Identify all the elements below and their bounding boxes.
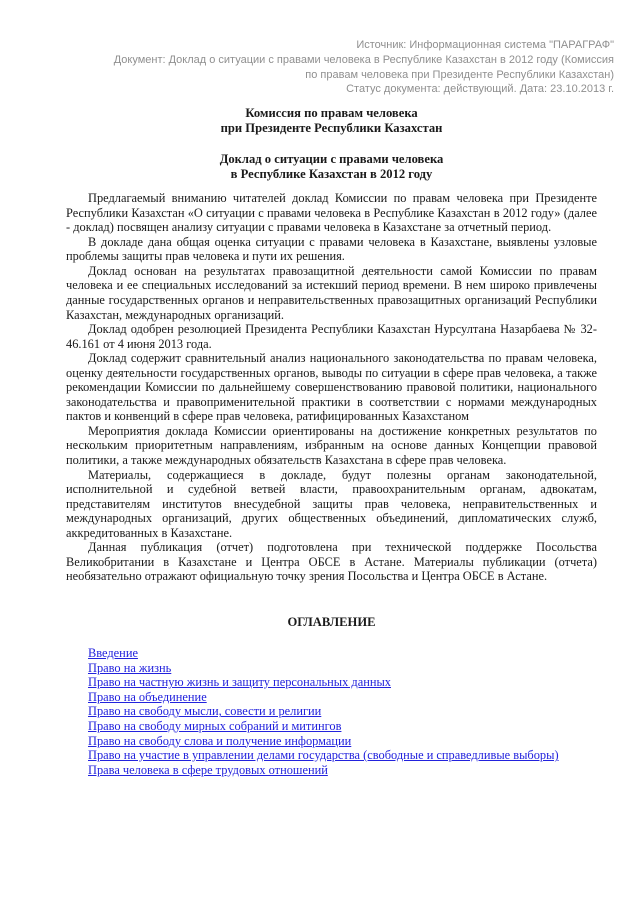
body-paragraph: Мероприятия доклада Комиссии ориентированы на достижение конкретных результатов по нескольким приоритетным направлениям, избранным на основе данных Концепции правовой политики, а также международных обязательств Казахстана в сфере прав человека. [66, 423, 597, 468]
toc-entry [66, 646, 597, 661]
organization-title-line1: Комиссия по правам человека [245, 106, 418, 121]
toc-link[interactable]: Право на свободу мирных собраний и митингов [88, 718, 342, 733]
report-title-line2: в Республике Казахстан в 2012 году [230, 167, 433, 182]
report-title-line1: Доклад о ситуации с правами человека [219, 152, 444, 167]
toc-entry [66, 734, 597, 749]
organization-title-line2: при Президенте Республики Казахстан [220, 121, 443, 136]
toc-link[interactable]: Права человека в сфере трудовых отношений [88, 762, 328, 777]
toc-heading: ОГЛАВЛЕНИЕ [287, 614, 376, 629]
toc-link[interactable]: Право на участие в управлении делами государства (свободные и справедливые выборы) [88, 748, 559, 763]
document-meta-header [100, 38, 614, 97]
toc-entry [66, 690, 597, 705]
toc-entry [66, 661, 597, 676]
table-of-contents [66, 646, 597, 777]
toc-entry [66, 763, 597, 778]
meta-status-line: Статус документа: действующий. Дата: 23.10.2013 г. [346, 83, 614, 96]
toc-link[interactable]: Введение [88, 645, 138, 660]
body-paragraph: Предлагаемый вниманию читателей доклад Комиссии по правам человека при Президенте Республики Казахстан «О ситуации с правами человека в Республике Казахстан в 2012 году» (далее - доклад) посвящен анализу ситуации с правами человека в Казахстане за отчетный период. [66, 191, 597, 235]
toc-link[interactable]: Право на свободу слова и получение информации [88, 733, 352, 748]
document-content [66, 106, 597, 777]
body-paragraph: Доклад содержит сравнительный анализ национального законодательства по правам человека, оценку деятельности государственных органов, выводы по ситуации в сфере прав человека, а также рекомендации Комиссии по дальнейшему совершенствованию правовой политики, национального законодательства и правоприменительной практики в соответствии с нормами международных пактов и конвенций в сфере прав человека, ратифицированных Казахстаном [66, 351, 597, 424]
body-paragraph: Материалы, содержащиеся в докладе, будут полезны органам законодательной, исполнительной и судебной ветвей власти, правоохранительным органам, адвокатам, представителям институтов внесудебной защиты прав человека, неправительственных и международных организаций, других общественных объединений, дипломатических служб, аккредитованных в Казахстане. [66, 467, 597, 540]
toc-link[interactable]: Право на жизнь [88, 660, 172, 675]
body-paragraph: Данная публикация (отчет) подготовлена при технической поддержке Посольства Великобритании в Казахстане и Центра ОБСЕ в Астане. Материалы публикации (отчета) необязательно отражают официальную точку зрения Посольства и Центра ОБСЕ в Астане. [66, 540, 597, 584]
meta-document-line: Документ: Доклад о ситуации с правами человека в Республике Казахстан в 2012 году (Комиссия по правам человека при Президенте Республики Казахстан) [113, 53, 614, 81]
organization-title [66, 106, 597, 136]
report-title [66, 152, 597, 182]
body-paragraph: Доклад одобрен резолюцией Президента Республики Казахстан Нурсултана Назарбаева № 32-46.161 от 4 июня 2013 года. [66, 322, 597, 351]
toc-link[interactable]: Право на частную жизнь и защиту персональных данных [88, 675, 391, 690]
toc-entry [66, 748, 597, 763]
toc-entry [66, 675, 597, 690]
toc-entry [66, 719, 597, 734]
toc-entry [66, 704, 597, 719]
meta-source-line: Источник: Информационная система "ПАРАГРАФ" [356, 39, 614, 51]
body-paragraph: Доклад основан на результатах правозащитной деятельности самой Комиссии по правам человека и ее специальных исследований за истекший период времени. В нем широко привлечены данные государственных органов и неправительственных правозащитных организаций Республики Казахстан, международных организаций. [66, 263, 597, 322]
toc-link[interactable]: Право на свободу мысли, совести и религии [88, 704, 322, 719]
body-paragraphs [66, 191, 597, 584]
toc-link[interactable]: Право на объединение [88, 689, 207, 704]
body-paragraph: В докладе дана общая оценка ситуации с правами человека в Казахстане, выявлены узловые проблемы защиты прав человека и пути их решения. [66, 234, 597, 264]
